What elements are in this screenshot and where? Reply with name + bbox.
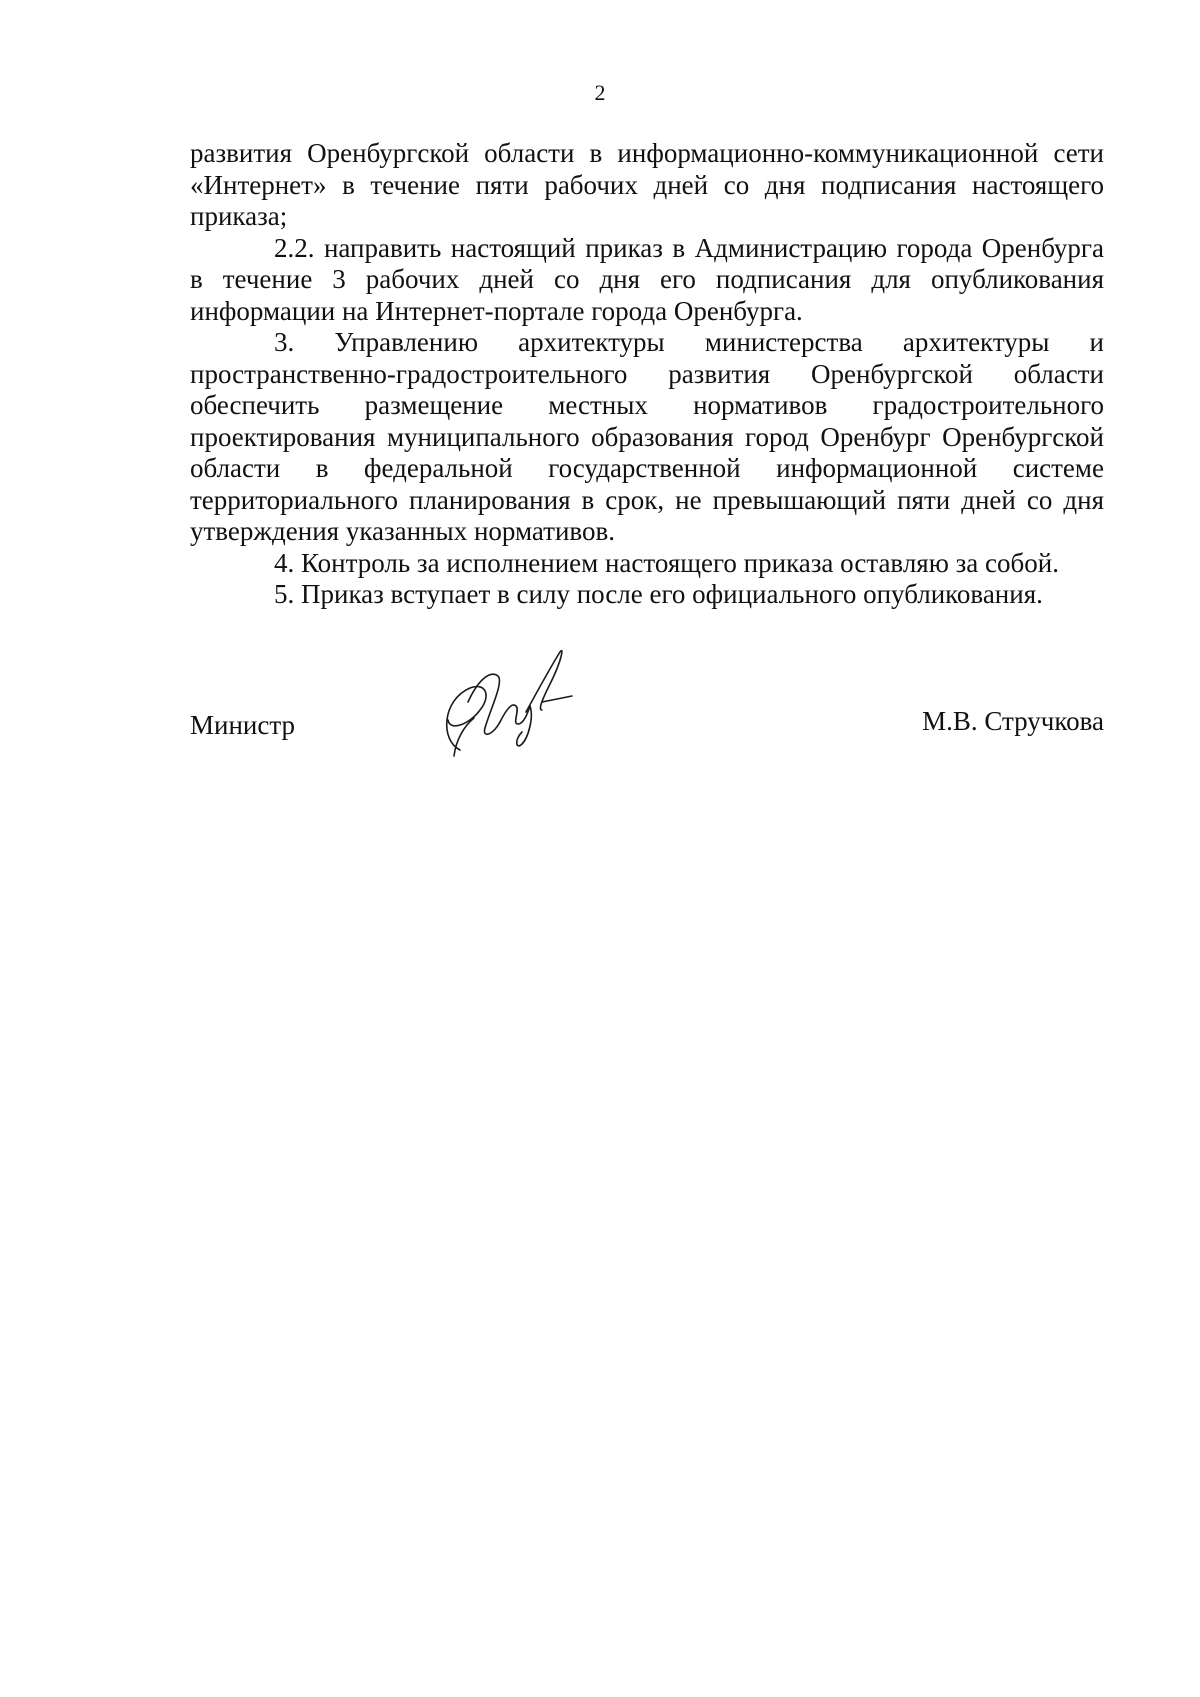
handwritten-signature-icon xyxy=(430,640,590,770)
paragraph-continuation: развития Оренбургской области в информационно-коммуникационной сети «Интернет» в течение пяти рабочих дней со дня подписания настоящего приказа; xyxy=(190,138,1104,231)
signature-block xyxy=(190,640,1104,780)
signer-name: М.В. Стручкова xyxy=(922,706,1104,736)
paragraph-3: 3. Управлению архитектуры министерства архитектуры и пространственно-градостроительного развития Оренбургской области обеспечить размещение местных нормативов градостроительного проектирования муниципального образования город Оренбург Оренбургской области в федеральной государственной информационной системе территориального планирования в срок, не превышающий пяти дней со дня утверждения указанных нормативов. xyxy=(190,327,1104,546)
signer-position: Министр xyxy=(190,710,295,740)
paragraph-2-2: 2.2. направить настоящий приказ в Администрацию города Оренбурга в течение 3 рабочих дней со дня его подписания для опубликования информации на Интернет-портале города Оренбурга. xyxy=(190,232,1104,326)
paragraph-4: 4. Контроль за исполнением настоящего приказа оставляю за собой. xyxy=(274,547,1059,578)
document-body xyxy=(190,138,1104,611)
page-number: 2 xyxy=(594,80,606,105)
paragraph-5: 5. Приказ вступает в силу после его официального опубликования. xyxy=(274,579,1043,609)
